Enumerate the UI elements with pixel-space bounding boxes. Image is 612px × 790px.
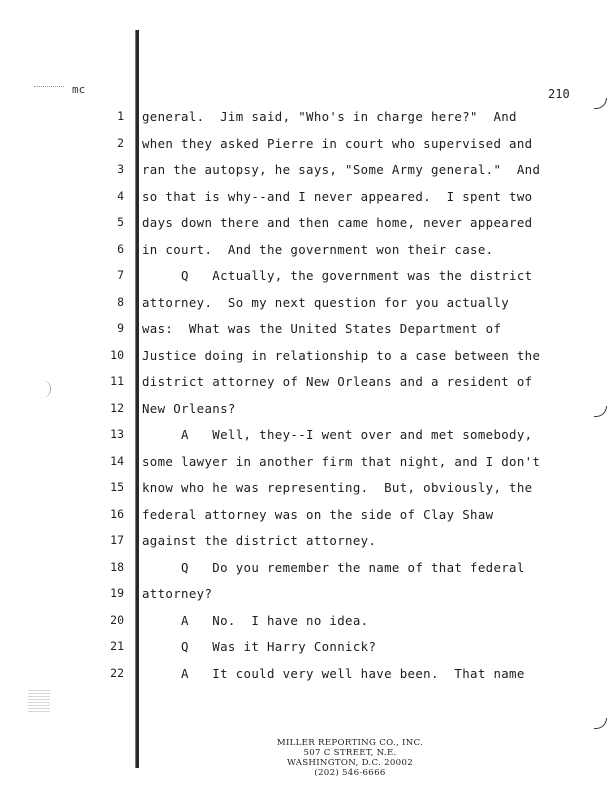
transcript-line	[0, 454, 612, 480]
line-number: 6	[117, 241, 124, 256]
transcript-line	[0, 401, 612, 427]
line-text: days down there and then came home, never appeared	[142, 215, 533, 230]
transcript-line	[0, 295, 612, 321]
line-text: district attorney of New Orleans and a resident of	[142, 374, 533, 389]
line-number: 9	[117, 321, 124, 335]
line-number: 10	[110, 347, 124, 362]
line-number: 17	[110, 533, 124, 547]
line-number: 13	[110, 427, 124, 441]
line-text: know who he was representing. But, obviously, the	[142, 480, 533, 495]
footer-city: WASHINGTON, D.C. 20002	[287, 758, 413, 768]
line-text: was: What was the United States Department of	[142, 321, 502, 336]
line-text: Justice doing in relationship to a case between the	[142, 347, 541, 363]
transcript-line	[0, 586, 612, 612]
margin-scan-smudge	[28, 690, 50, 712]
line-text: Q Was it Harry Connick?	[142, 639, 377, 654]
transcript-line	[0, 242, 612, 268]
line-text: federal attorney was on the side of Clay Shaw	[142, 506, 494, 522]
line-number: 4	[117, 188, 124, 203]
line-number: 11	[110, 374, 124, 388]
line-text: A No. I have no idea.	[142, 612, 369, 628]
transcript-line	[0, 268, 612, 294]
reporter-initials: mc	[72, 83, 86, 96]
line-text: Q Actually, the government was the district	[142, 268, 533, 283]
transcript-line	[0, 109, 612, 135]
right-bracket-mark	[594, 98, 607, 109]
transcript-line	[0, 321, 612, 347]
transcript-line	[0, 189, 612, 215]
transcript-line	[0, 533, 612, 559]
line-text: so that is why--and I never appeared. I spent two	[142, 188, 533, 204]
line-number: 20	[110, 612, 124, 627]
line-number: 16	[110, 506, 124, 521]
margin-dots	[34, 86, 64, 87]
line-number: 3	[117, 162, 124, 176]
line-number: 19	[110, 586, 124, 600]
line-text: general. Jim said, "Who's in charge here?" And	[142, 109, 517, 124]
line-number: 8	[117, 294, 124, 309]
page-number: 210	[548, 87, 570, 101]
right-bracket-mark	[594, 718, 607, 729]
line-number: 22	[110, 665, 124, 680]
footer-company: MILLER REPORTING CO., INC.	[276, 738, 424, 748]
line-text: attorney. So my next question for you actually	[142, 294, 510, 310]
reporter-footer	[250, 738, 450, 778]
transcript-line	[0, 136, 612, 162]
transcript-line	[0, 639, 612, 665]
line-text: attorney?	[142, 586, 213, 601]
line-text: Q Do you remember the name of that federal	[142, 559, 525, 575]
footer-street: 507 C STREET, N.E.	[303, 748, 397, 758]
transcript-line	[0, 480, 612, 506]
line-number: 15	[110, 480, 124, 494]
line-text: some lawyer in another firm that night, and I don't	[142, 453, 541, 469]
transcript-line	[0, 427, 612, 453]
line-text: when they asked Pierre in court who supervised and	[142, 135, 533, 151]
line-text: against the district attorney.	[142, 533, 377, 548]
transcript-line	[0, 507, 612, 533]
transcript-line	[0, 215, 612, 241]
transcript-line	[0, 374, 612, 400]
line-number: 21	[110, 639, 124, 653]
transcript-line	[0, 348, 612, 374]
line-text: A It could very well have been. That name	[142, 665, 525, 681]
line-number: 5	[117, 215, 124, 229]
line-text: New Orleans?	[142, 400, 236, 416]
line-number: 14	[110, 453, 124, 468]
footer-phone: (202) 546-6666	[314, 768, 386, 778]
line-number: 18	[110, 559, 124, 574]
line-text: in court. And the government won their case.	[142, 241, 494, 257]
line-text: A Well, they--I went over and met somebody,	[142, 427, 533, 442]
line-number: 1	[117, 109, 124, 123]
transcript-line	[0, 162, 612, 188]
line-number: 12	[110, 400, 124, 415]
line-number: 7	[117, 268, 124, 282]
line-text: ran the autopsy, he says, "Some Army general." And	[142, 162, 541, 177]
line-number: 2	[117, 135, 124, 150]
transcript-line	[0, 613, 612, 639]
transcript-line	[0, 560, 612, 586]
transcript-line	[0, 666, 612, 692]
